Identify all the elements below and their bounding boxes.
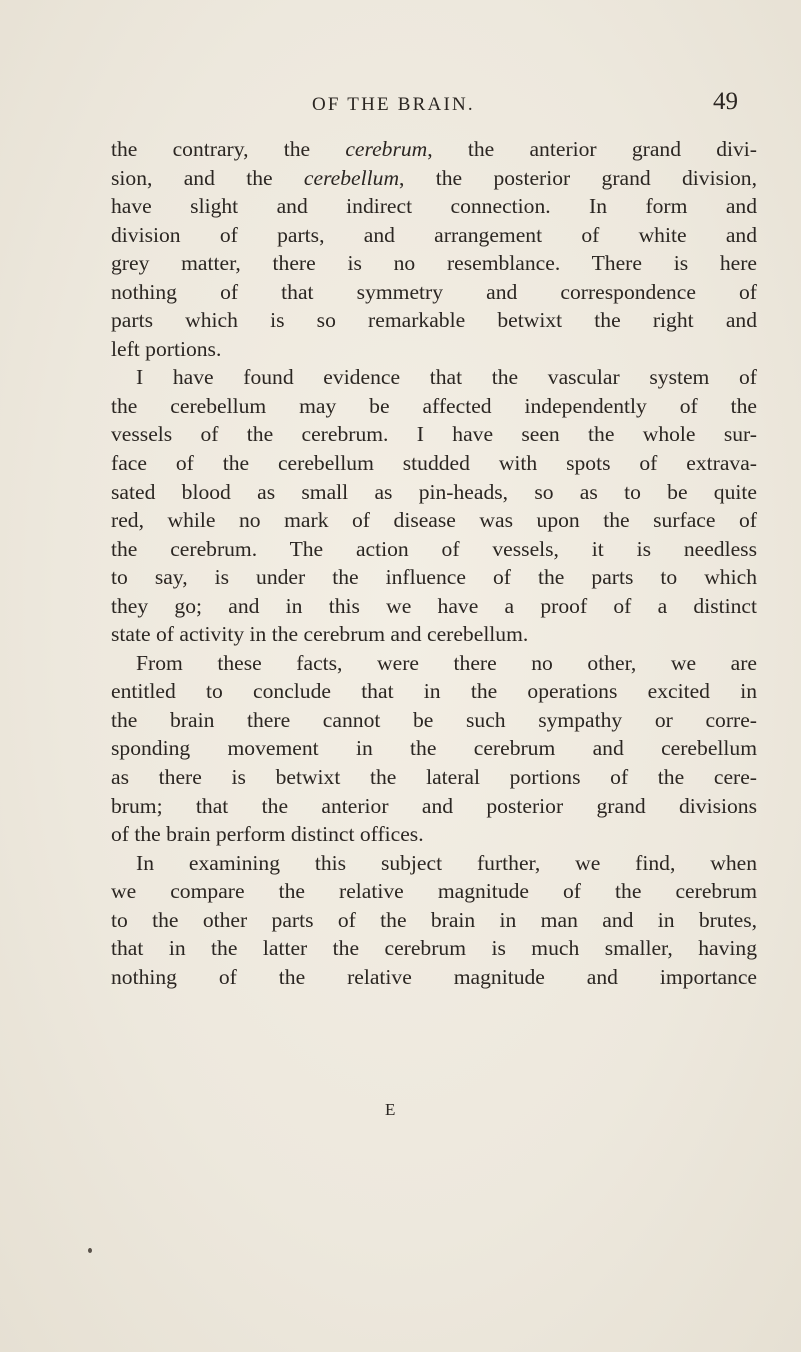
text-line <box>111 649 757 678</box>
text-segment: the cerebellum may be affected independently of the <box>111 393 757 418</box>
text-line <box>111 620 757 649</box>
text-line <box>111 306 757 335</box>
text-line <box>111 135 757 164</box>
text-line <box>111 906 757 935</box>
text-line <box>111 763 757 792</box>
text-segment: nothing of the relative magnitude and importance <box>111 964 757 989</box>
text-segment: I have found evidence that the vascular system of <box>136 365 757 390</box>
text-segment: brum; that the anterior and posterior grand divisions <box>111 793 757 818</box>
text-segment: that in the latter the cerebrum is much smaller, having <box>111 936 757 961</box>
text-line <box>111 221 757 250</box>
text-segment: In examining this subject further, we find, when <box>136 850 757 875</box>
text-line <box>111 192 757 221</box>
text-segment: we compare the relative magnitude of the cerebrum <box>111 879 757 904</box>
text-segment: vessels of the cerebrum. I have seen the whole sur- <box>111 422 757 447</box>
text-line <box>111 506 757 535</box>
text-segment: nothing of that symmetry and correspondence of <box>111 279 757 304</box>
text-segment: state of activity in the cerebrum and cerebellum. <box>111 622 529 647</box>
italic-term: cerebellum <box>303 165 400 190</box>
text-segment: the contrary, the <box>111 137 346 161</box>
text-segment: red, while no mark of disease was upon the surface of <box>111 508 757 533</box>
text-segment: have slight and indirect connection. In form and <box>111 194 757 219</box>
text-line <box>111 677 757 706</box>
text-segment: division of parts, and arrangement of white and <box>111 222 757 247</box>
text-line <box>111 535 757 564</box>
text-segment: the brain there cannot be such sympathy or corre- <box>111 707 757 732</box>
text-line <box>111 164 757 193</box>
text-line <box>111 734 757 763</box>
text-segment: as there is betwixt the lateral portions of the cere- <box>111 765 757 790</box>
text-line <box>111 563 757 592</box>
running-title: OF THE BRAIN. <box>312 94 475 115</box>
text-line <box>111 849 757 878</box>
text-line <box>111 249 757 278</box>
text-line <box>111 963 757 992</box>
text-line <box>111 820 757 849</box>
text-line <box>111 335 757 364</box>
page-number: 49 <box>713 88 738 115</box>
text-segment: , the anterior grand divi- <box>427 137 757 161</box>
body-text <box>111 135 757 991</box>
text-line <box>111 592 757 621</box>
text-segment: grey matter, there is no resemblance. There is here <box>111 251 757 276</box>
text-line <box>111 877 757 906</box>
text-segment: From these facts, were there no other, we are <box>136 650 757 675</box>
text-line <box>111 792 757 821</box>
text-line <box>111 449 757 478</box>
text-segment: sponding movement in the cerebrum and cerebellum <box>111 736 757 761</box>
italic-term: cerebrum <box>345 137 428 161</box>
text-segment: to say, is under the influence of the parts to which <box>111 565 757 590</box>
paper-speck <box>88 1248 92 1253</box>
text-segment: entitled to conclude that in the operations excited in <box>111 679 757 704</box>
text-line <box>111 478 757 507</box>
text-line <box>111 392 757 421</box>
text-line <box>111 934 757 963</box>
text-segment: parts which is so remarkable betwixt the right and <box>111 308 757 333</box>
text-line <box>111 278 757 307</box>
signature-mark: E <box>385 1100 397 1119</box>
text-line <box>111 706 757 735</box>
running-head <box>0 88 801 124</box>
text-segment: face of the cerebellum studded with spots of extrava- <box>111 451 757 476</box>
text-segment: the cerebrum. The action of vessels, it is needless <box>111 536 757 561</box>
text-segment: left portions. <box>111 336 222 361</box>
text-segment: they go; and in this we have a proof of a distinct <box>111 593 757 618</box>
text-line <box>111 420 757 449</box>
text-segment: , the posterior grand division, <box>399 165 757 190</box>
text-line <box>111 363 757 392</box>
text-segment: sion, and the <box>111 165 304 190</box>
text-segment: sated blood as small as pin-heads, so as to be quite <box>111 479 757 504</box>
text-segment: to the other parts of the brain in man and in brutes, <box>111 907 757 932</box>
text-segment: of the brain perform distinct offices. <box>111 822 424 847</box>
